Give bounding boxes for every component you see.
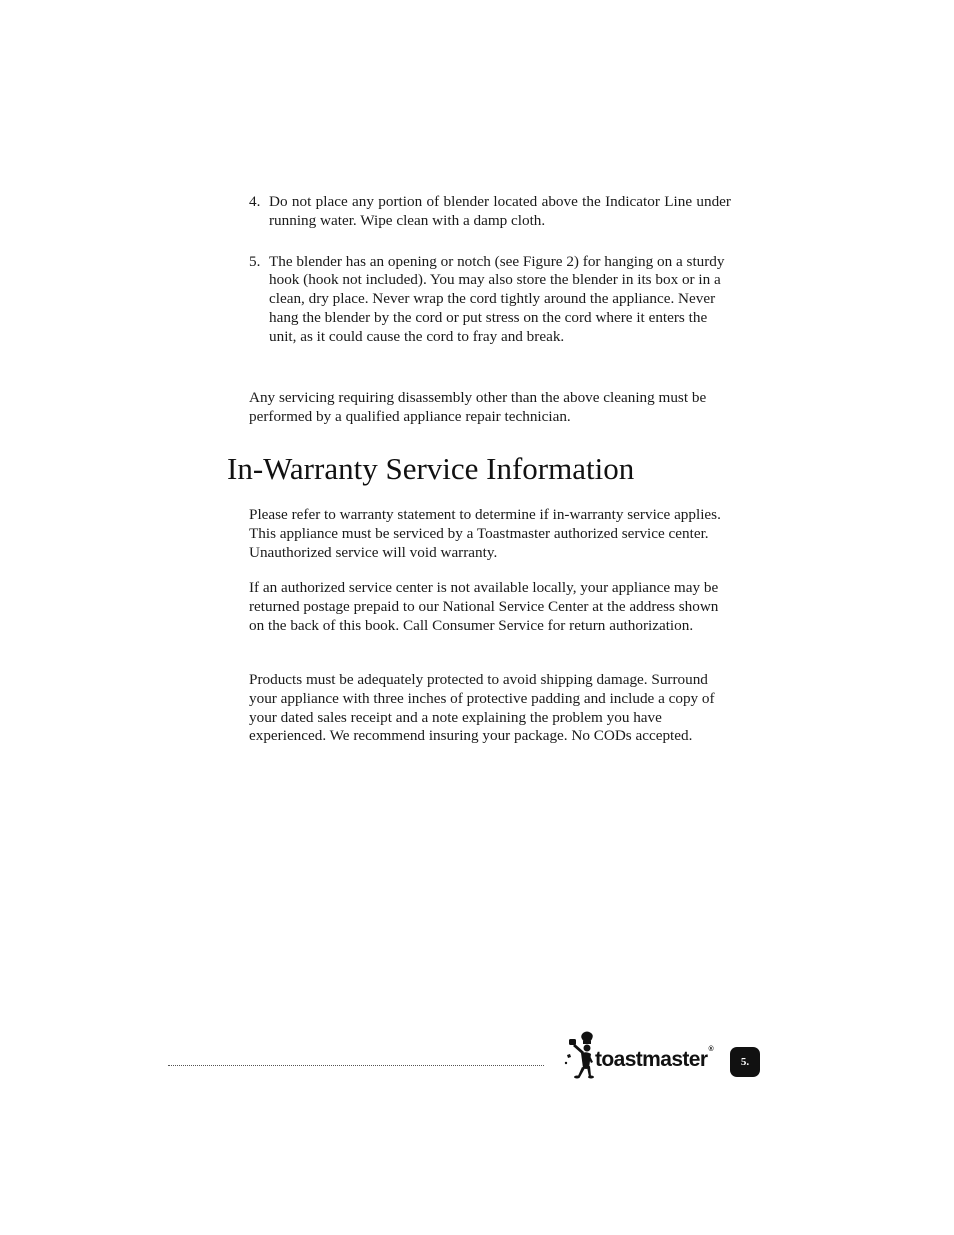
warranty-paragraph-1: Please refer to warranty statement to determine if in-warranty service applies. This appliance must be serviced by a Toastmaster authorized service center. Unauthorized service will void warranty.: [249, 506, 721, 561]
list-item: [249, 253, 731, 347]
registered-mark: ®: [708, 1046, 714, 1053]
warranty-paragraph-2: If an authorized service center is not available locally, your appliance may be returned postage prepaid to our National Service Center at the address shown on the back of this book. Call Consumer Service for return authorization.: [249, 579, 719, 634]
section-heading: In-Warranty Service Information: [227, 451, 635, 486]
brand-logo: [563, 1029, 723, 1081]
brand-wordmark: [595, 1048, 713, 1072]
list-item: [249, 193, 731, 231]
list-item-number: 5.: [249, 252, 261, 270]
list-item-number: 4.: [249, 193, 261, 210]
footer-dotted-rule: [168, 1065, 544, 1066]
page-number: 5.: [740, 1056, 750, 1068]
toastmaster-chef-mascot-icon: [563, 1029, 595, 1081]
care-instructions-list: [249, 193, 731, 369]
list-item-text: Do not place any portion of blender located above the Indicator Line under running water. Wipe clean with a damp cloth.: [269, 193, 731, 229]
page-number-badge: [730, 1047, 760, 1077]
servicing-note: Any servicing requiring disassembly other than the above cleaning must be performed by a qualified appliance repair technician.: [249, 389, 707, 425]
list-item-text: The blender has an opening or notch (see Figure 2) for hanging on a sturdy hook (hook not included). You may also store the blender in its box or in a clean, dry place. Never wrap the cord tightly around the appliance. Never hang the blender by the cord or put stress on the cord where it enters the unit, as it could cause the cord to fray and break.: [269, 252, 725, 345]
warranty-paragraph-3: Products must be adequately protected to avoid shipping damage. Surround your appliance with three inches of protective padding and include a copy of your dated sales receipt and a note explaining the problem you have experienced. We recommend insuring your package. No CODs accepted.: [249, 671, 715, 745]
brand-name: toastmaster: [595, 1048, 708, 1071]
